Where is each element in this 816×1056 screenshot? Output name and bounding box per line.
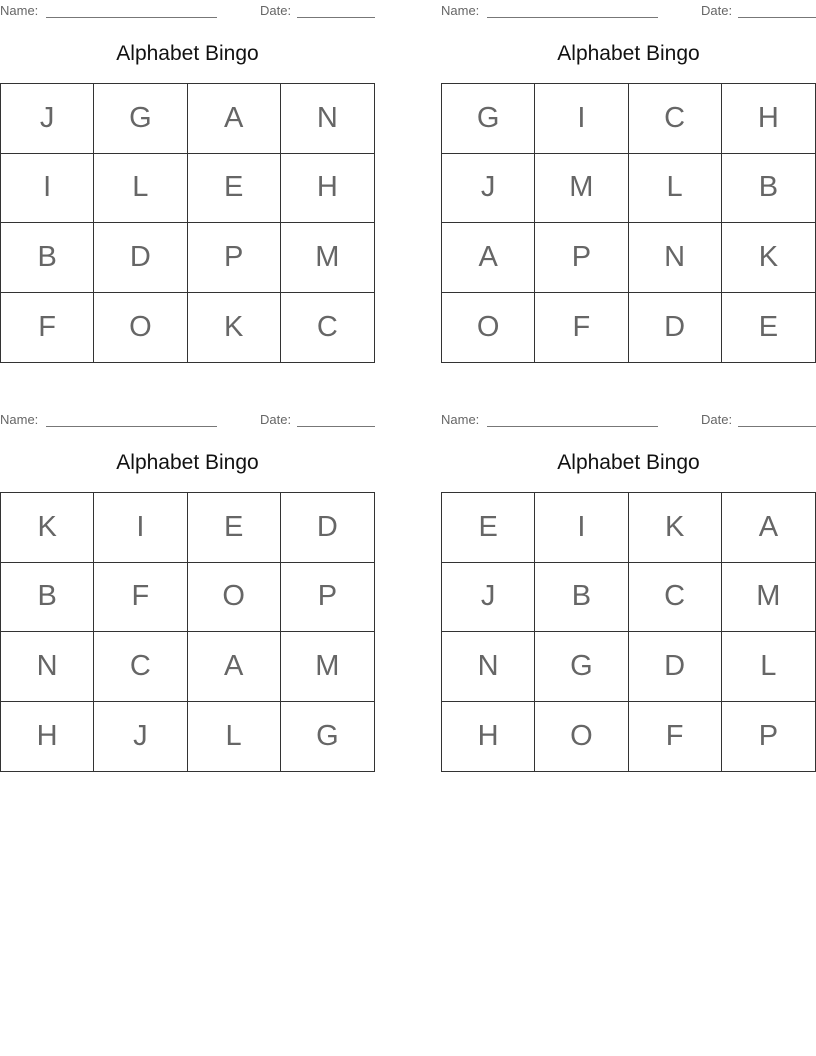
bingo-cell[interactable]: E xyxy=(442,493,535,563)
bingo-cell[interactable]: G xyxy=(316,719,339,752)
bingo-cell[interactable]: L xyxy=(629,154,722,224)
bingo-cell[interactable]: M xyxy=(281,223,374,293)
bingo-cell[interactable]: K xyxy=(188,293,281,363)
bingo-grid xyxy=(0,492,375,772)
bingo-cell[interactable]: L xyxy=(94,154,187,224)
bingo-cell[interactable]: B xyxy=(722,154,815,224)
date-field[interactable] xyxy=(297,17,375,18)
bingo-cell[interactable]: J xyxy=(94,702,187,772)
bingo-cell[interactable]: N xyxy=(281,84,374,154)
date-label: Date: xyxy=(701,3,733,18)
bingo-cell[interactable]: G xyxy=(535,632,628,702)
bingo-cell[interactable]: B xyxy=(1,223,94,293)
bingo-cell[interactable]: H xyxy=(1,702,94,772)
bingo-grid xyxy=(0,83,375,363)
bingo-cell[interactable]: O xyxy=(188,563,281,633)
bingo-card-1 xyxy=(0,0,375,365)
bingo-grid xyxy=(441,492,816,772)
bingo-cell[interactable]: B xyxy=(535,563,628,633)
name-field[interactable] xyxy=(487,426,658,427)
bingo-cell[interactable]: B xyxy=(1,563,94,633)
bingo-cell[interactable]: M xyxy=(722,563,815,633)
bingo-cell[interactable]: F xyxy=(94,563,187,633)
bingo-cell[interactable]: O xyxy=(94,293,187,363)
bingo-cell[interactable]: K xyxy=(1,493,94,563)
bingo-grid xyxy=(441,83,816,363)
date-field[interactable] xyxy=(297,426,375,427)
card-header xyxy=(0,3,375,19)
date-field[interactable] xyxy=(738,17,816,18)
bingo-cell[interactable]: P xyxy=(281,563,374,633)
card-header xyxy=(441,3,816,19)
bingo-cell[interactable]: K xyxy=(722,223,815,293)
card-title: Alphabet Bingo xyxy=(557,42,700,65)
bingo-cell[interactable]: A xyxy=(442,223,535,293)
date-field[interactable] xyxy=(738,426,816,427)
name-label: Name: xyxy=(0,412,39,427)
bingo-cell[interactable]: A xyxy=(188,84,281,154)
bingo-cell[interactable]: I xyxy=(1,154,94,224)
bingo-cell[interactable]: E xyxy=(758,310,779,343)
bingo-cell[interactable]: D xyxy=(94,223,187,293)
bingo-cell[interactable]: A xyxy=(188,632,281,702)
bingo-cell[interactable]: P xyxy=(535,223,628,293)
bingo-cell[interactable]: P xyxy=(188,223,281,293)
bingo-cell[interactable]: N xyxy=(1,632,94,702)
name-field[interactable] xyxy=(46,17,217,18)
date-label: Date: xyxy=(260,3,292,18)
bingo-cell[interactable]: E xyxy=(188,154,281,224)
bingo-cell[interactable]: O xyxy=(442,293,535,363)
bingo-cell[interactable]: E xyxy=(188,493,281,563)
card-title: Alphabet Bingo xyxy=(557,451,700,474)
bingo-cell[interactable]: D xyxy=(629,632,722,702)
bingo-cell[interactable]: C xyxy=(629,84,722,154)
bingo-cell[interactable]: J xyxy=(1,84,94,154)
bingo-cell[interactable]: N xyxy=(442,632,535,702)
card-title: Alphabet Bingo xyxy=(116,42,259,65)
bingo-cell[interactable]: O xyxy=(535,702,628,772)
bingo-cell[interactable]: H xyxy=(722,84,815,154)
bingo-cell[interactable]: G xyxy=(442,84,535,154)
bingo-cell[interactable]: F xyxy=(535,293,628,363)
bingo-cell[interactable]: C xyxy=(94,632,187,702)
bingo-cell[interactable]: F xyxy=(629,702,722,772)
bingo-cell[interactable]: G xyxy=(94,84,187,154)
date-label: Date: xyxy=(260,412,292,427)
bingo-card-3 xyxy=(0,409,375,774)
card-header xyxy=(0,412,375,428)
bingo-cell[interactable]: H xyxy=(281,154,374,224)
card-title: Alphabet Bingo xyxy=(116,451,259,474)
bingo-card-2 xyxy=(441,0,816,365)
name-label: Name: xyxy=(441,412,480,427)
bingo-cell[interactable]: P xyxy=(758,719,779,752)
bingo-cell[interactable]: L xyxy=(722,632,815,702)
bingo-cell[interactable]: C xyxy=(316,310,338,343)
bingo-cell[interactable]: L xyxy=(188,702,281,772)
bingo-cell[interactable]: N xyxy=(629,223,722,293)
bingo-cell[interactable]: I xyxy=(535,493,628,563)
bingo-cell[interactable]: J xyxy=(442,563,535,633)
name-field[interactable] xyxy=(46,426,217,427)
name-label: Name: xyxy=(441,3,480,18)
bingo-cell[interactable]: M xyxy=(535,154,628,224)
bingo-cell[interactable]: F xyxy=(1,293,94,363)
bingo-cell[interactable]: J xyxy=(442,154,535,224)
card-header xyxy=(441,412,816,428)
bingo-cell[interactable]: C xyxy=(629,563,722,633)
bingo-cell[interactable]: H xyxy=(442,702,535,772)
bingo-cell[interactable]: D xyxy=(629,293,722,363)
bingo-cell[interactable]: K xyxy=(629,493,722,563)
name-label: Name: xyxy=(0,3,39,18)
bingo-cell[interactable]: I xyxy=(94,493,187,563)
bingo-card-4 xyxy=(441,409,816,774)
bingo-cell[interactable]: A xyxy=(722,493,815,563)
bingo-cell[interactable]: M xyxy=(281,632,374,702)
bingo-cell[interactable]: D xyxy=(281,493,374,563)
date-label: Date: xyxy=(701,412,733,427)
bingo-cell[interactable]: I xyxy=(535,84,628,154)
name-field[interactable] xyxy=(487,17,658,18)
